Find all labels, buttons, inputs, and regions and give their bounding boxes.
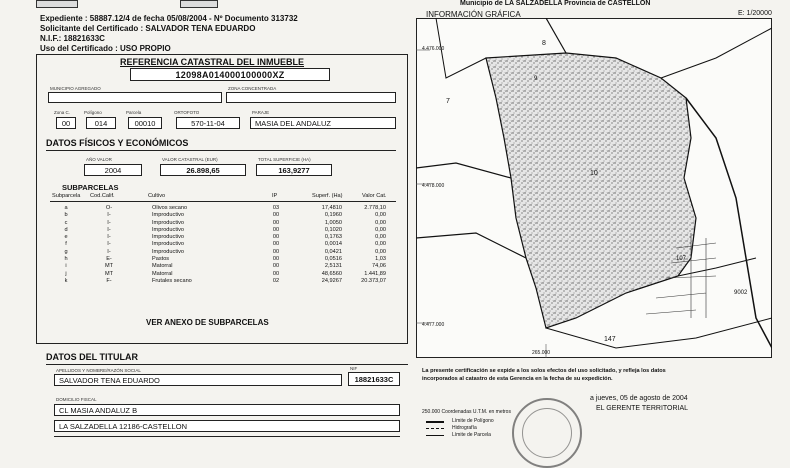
subparcela-ip-cell: 00	[272, 248, 280, 255]
cadastral-map	[416, 18, 772, 358]
subparcela-cod-cell: MT	[104, 270, 114, 277]
footer-line-1: La presente certificación se expide a los solos efectos del uso solicitado, y refleja los datos	[422, 368, 666, 374]
titular-bottom-rule	[54, 436, 400, 437]
footer-utm: 250.000 Coordenadas U.T.M. en metros	[422, 409, 511, 415]
footer-fecha: a jueves, 05 de agosto de 2004	[590, 395, 688, 402]
subparcela-valor-cell: 0,00	[375, 219, 386, 226]
coord-label-2: 4.478.000	[422, 183, 445, 189]
subparcela-valor-cell: 0,00	[375, 234, 386, 241]
subparcela-cod-cell: I-	[107, 234, 111, 241]
hdr-superf: Superf. (Ha)	[312, 193, 343, 199]
valor-value: 26.898,65	[160, 164, 246, 176]
domicilio-label: DOMICILIO FISCAL	[56, 397, 97, 402]
parcel-label-147: 147	[604, 336, 616, 343]
localidad-value: LA SALZADELLA 12186-CASTELLON	[54, 420, 400, 432]
parcel-label-9: 9	[534, 76, 538, 82]
subparcela-cod-cell: E-	[106, 256, 112, 263]
official-seal-inner	[522, 408, 572, 458]
uso-line: Uso del Certificado : USO PROPIO	[40, 44, 171, 53]
poligono-label: Polígono	[84, 110, 102, 115]
legend-line-2	[426, 428, 444, 429]
subparcela-ip-cell: 00	[272, 212, 280, 219]
subparcela-valor-cell: 0,00	[375, 226, 386, 233]
legend-item-3: Límite de Parcela	[452, 432, 491, 438]
nombre-label: APELLIDOS Y NOMBRE/RAZÓN SOCIAL	[56, 368, 141, 373]
titular-rule	[46, 364, 408, 365]
subparcelas-title: SUBPARCELAS	[62, 183, 119, 192]
subparcela-cultivo-cell: Matorral	[152, 263, 173, 270]
subparcela-subparcela-cell: d	[64, 226, 68, 233]
datos-fisicos-title: DATOS FÍSICOS Y ECONÓMICOS	[46, 138, 189, 148]
superficie-value: 163,9277	[256, 164, 332, 176]
solicitante-line: Solicitante del Certificado : SALVADOR TENA EDUARDO	[40, 24, 256, 33]
subparcela-ip-cell: 00	[272, 241, 280, 248]
subparcela-ip-cell: 00	[272, 234, 280, 241]
subparcela-subparcela-cell: c	[64, 219, 68, 226]
parcela-value: 00010	[128, 117, 162, 129]
municipio-label: MUNICIPIO AGREGADO	[50, 86, 101, 91]
subparcela-subparcela-cell: g	[64, 248, 68, 255]
subparcela-valor-cell: 0,00	[375, 241, 386, 248]
subparcela-ip-cell: 00	[272, 270, 280, 277]
top-logo-box-2	[180, 0, 218, 8]
subparcela-cultivo-cell: Frutales secano	[152, 277, 192, 284]
subparcela-subparcela-cell: f	[65, 241, 67, 248]
subparcelas-rule	[50, 201, 396, 202]
paraje-label: PARAJE	[252, 110, 270, 115]
subparcela-superf-cell: 24,9267	[321, 277, 342, 284]
col-ip	[268, 205, 284, 285]
datos-fisicos-rule	[46, 150, 396, 151]
coord-label-1: 4.476.000	[422, 46, 445, 52]
legend-item-1: Límite de Polígono	[452, 418, 494, 424]
col-valor-cat	[346, 205, 386, 285]
subparcela-cultivo-cell: Improductivo	[152, 212, 185, 219]
subparcela-subparcela-cell: h	[64, 256, 68, 263]
valor-label: VALOR CATASTRAL (EUR)	[162, 157, 218, 162]
subparcela-cod-cell: I-	[107, 226, 111, 233]
legend-line-1	[426, 421, 444, 423]
zona-box	[226, 92, 396, 103]
subparcela-cultivo-cell: Improductivo	[152, 226, 185, 233]
col-cod-calif	[96, 205, 122, 285]
subparcela-valor-cell: 1.441,89	[364, 270, 386, 277]
subparcela-cod-cell: I-	[107, 212, 111, 219]
map-scale: E: 1/20000	[738, 10, 772, 17]
nombre-value: SALVADOR TENA EDUARDO	[54, 374, 342, 386]
subparcela-valor-cell: 20.373,07	[361, 277, 386, 284]
subparcela-cultivo-cell: Olivos secano	[152, 205, 188, 211]
subparcela-cultivo-cell: Pastos	[152, 256, 170, 263]
top-logo-box	[36, 0, 78, 8]
hdr-cultivo: Cultivo	[148, 193, 166, 199]
hdr-subparcela: Subparcela	[52, 193, 81, 199]
subparcela-superf-cell: 2,5131	[324, 263, 342, 270]
paraje-value: MASIA DEL ANDALUZ	[250, 117, 396, 129]
municipio-box	[48, 92, 222, 103]
subparcela-superf-cell: 0,0014	[324, 241, 342, 248]
subparcela-ip-cell: 00	[272, 263, 280, 270]
subparcela-superf-cell: 0,1020	[324, 226, 342, 233]
expediente-line: Expediente : 58887.12/4 de fecha 05/08/2004 - Nº Documento 313732	[40, 14, 298, 23]
subparcela-cod-cell: I-	[107, 248, 111, 255]
map-municipio-header: Municipio de LA SALZADELLA Provincia de CASTELLON	[460, 0, 651, 7]
subparcela-subparcela-cell: i	[65, 263, 67, 270]
coord-label-4: 265.000	[532, 350, 551, 356]
parcel-label-9002: 9002	[734, 290, 748, 296]
subparcela-superf-cell: 17,4810	[321, 205, 342, 211]
subparcela-superf-cell: 0,0516	[324, 256, 342, 263]
subparcela-valor-cell: 2.778,10	[364, 205, 386, 211]
parcel-label-10: 10	[590, 170, 598, 177]
subparcela-subparcela-cell: e	[64, 234, 68, 241]
domicilio-value: CL MASIA ANDALUZ B	[54, 404, 400, 416]
subparcela-cultivo-cell: Improductivo	[152, 241, 185, 248]
hdr-valor: Valor Cat.	[362, 193, 387, 199]
subparcela-cultivo-cell: Improductivo	[152, 234, 185, 241]
ortofoto-label: ORTOFOTO	[174, 110, 200, 115]
subparcela-superf-cell: 0,0421	[324, 248, 342, 255]
ano-value: 2004	[84, 164, 142, 176]
poligono-value: 014	[86, 117, 116, 129]
info-grafica-title: INFORMACIÓN GRÁFICA	[426, 10, 521, 19]
parcela-label: Parcela	[126, 110, 142, 115]
subparcela-ip-cell: 00	[272, 256, 280, 263]
subparcela-cod-cell: I-	[107, 241, 111, 248]
legend-item-2: Hidrografía	[452, 425, 477, 431]
subparcela-subparcela-cell: a	[64, 205, 68, 211]
coord-label-3: 4.477.000	[422, 322, 445, 328]
subparcela-cod-cell: I-	[107, 219, 111, 226]
referencia-value: 12098A014000100000XZ	[130, 68, 330, 81]
referencia-title: REFERENCIA CATASTRAL DEL INMUEBLE	[120, 57, 305, 67]
subparcela-valor-cell: 74,06	[372, 263, 386, 270]
ver-anexo-link[interactable]: VER ANEXO DE SUBPARCELAS	[146, 318, 269, 327]
nif-label: NIF	[350, 366, 358, 371]
footer-gerente: EL GERENTE TERRITORIAL	[596, 405, 689, 412]
ano-label: AÑO VALOR	[86, 157, 112, 162]
zona-c-label: Zona C.	[54, 110, 71, 115]
hdr-cod: Cod.Calif.	[90, 193, 115, 199]
subparcela-cod-cell: F-	[106, 277, 112, 284]
subparcela-subparcela-cell: b	[64, 212, 68, 219]
titular-nif-value: 18821633C	[348, 372, 400, 386]
subparcela-superf-cell: 48,6560	[321, 270, 342, 277]
footer-line-2: incorporados al catastro de esta Gerencia en la fecha de su expedición.	[422, 376, 613, 382]
subparcela-valor-cell: 1,03	[375, 256, 386, 263]
parcel-label-7: 7	[446, 98, 450, 105]
subparcela-superf-cell: 0,1763	[324, 234, 342, 241]
subparcela-subparcela-cell: j	[65, 270, 67, 277]
ortofoto-value: 570-11-04	[176, 117, 240, 129]
col-superf	[300, 205, 342, 285]
subparcela-cultivo-cell: Improductivo	[152, 248, 185, 255]
legend-line-3	[426, 435, 444, 436]
subparcela-cultivo-cell: Matorral	[152, 270, 173, 277]
subparcela-cod-cell: MT	[104, 263, 114, 270]
zona-c-value: 00	[56, 117, 76, 129]
subparcela-subparcela-cell: k	[64, 277, 68, 284]
hdr-ip: IP	[272, 193, 278, 199]
col-cultivo	[152, 205, 252, 285]
superficie-label: TOTAL SUPERFICIE (HA)	[258, 157, 311, 162]
subparcela-cultivo-cell: Improductivo	[152, 219, 185, 226]
subparcela-superf-cell: 0,1960	[324, 212, 342, 219]
subparcela-ip-cell: 03	[272, 205, 280, 211]
nif-line: N.I.F.: 18821633C	[40, 34, 105, 43]
col-subparcela	[58, 205, 74, 285]
parcel-label-8: 8	[542, 40, 546, 47]
titular-title: DATOS DEL TITULAR	[46, 352, 138, 362]
parcel-label-107: 107	[676, 256, 687, 262]
subparcela-cod-cell: O-	[105, 205, 113, 211]
subparcela-ip-cell: 02	[272, 277, 280, 284]
subparcela-superf-cell: 1,0050	[324, 219, 342, 226]
subparcela-valor-cell: 0,00	[375, 212, 386, 219]
subparcela-ip-cell: 00	[272, 226, 280, 233]
subparcela-valor-cell: 0,00	[375, 248, 386, 255]
zona-label: ZONA CONCENTRADA	[228, 86, 277, 91]
subparcela-ip-cell: 00	[272, 219, 280, 226]
